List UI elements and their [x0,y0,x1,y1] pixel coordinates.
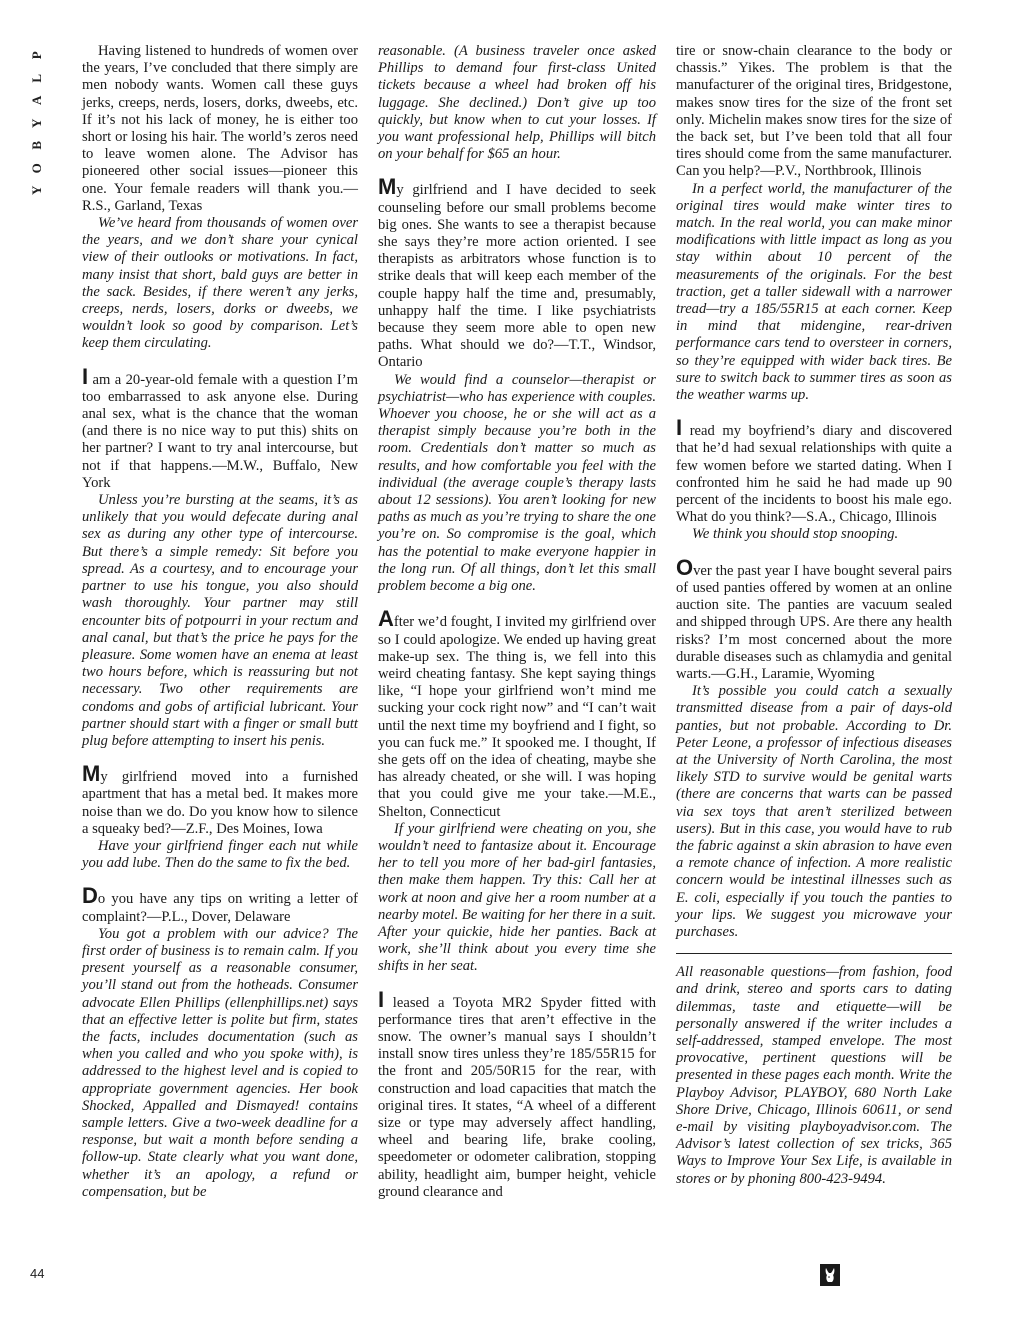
question-text: y girlfriend and I have decided to seek counseling before our small problems become big ones. She wants to see a therapist because she says they’re more action oriented. I see therapists as arbitrators whose function is to strike deals that will keep each member of the couple happy half the time and, presumably, unhappy half the time. I like psychiatrists because they seem more able to open new paths. What should we do?—T.T., Windsor, Ontario [378,182,656,371]
question-text: o you have any tips on writing a letter of complaint?—P.L., Dover, Delaware [82,891,358,925]
reader-question [378,174,656,371]
advisor-answer: We would find a counselor—therapist or psychiatrist—who has experience with couples. Whoever you choose, he or she will act as a therapist simply because you’re both in the room. Credentials don’t matter so much as results, and how comfortable you feel with the individual (the average couple’s therapy lasts about 12 sessions). You aren’t looking for new paths as much as you’re trying to share the one you’re on. So compromise is the goal, which has the potential to make everyone happier in the long run. Of all things, don’t let this small problem become a big one. [378,371,656,595]
column-1 [82,43,358,1201]
magazine-letter: O [28,162,44,173]
magazine-letter: B [28,140,44,150]
paragraph-gap [676,544,952,561]
advisor-answer: Have your girlfriend finger each nut while you add lube. Then do the same to fix the bed. [82,837,358,872]
page-number: 44 [30,1266,45,1281]
drop-cap: I [82,363,89,389]
advisor-answer: In a perfect world, the manufacturer of the original tires would make winter tires to match. In the real world, you can make minor modifications with little impact as long as you stay within about 10 percent of the measurements of the originals. For the best traction, get a taller sidewall with a narrower tread—try a 185/55R15 at each corner. Keep in mind that midengine, rear-driven performance cars tend to oversteer in corners, so they’re equipped with wider back tires. Be sure to switch back to summer tires as soon as the weather warms up. [676,180,952,404]
drop-cap: D [82,883,98,909]
advisor-answer: We’ve heard from thousands of women over the years, and we don’t share your cynical view of their outlooks or motivations. In fact, many insist that short, bald guys are better in the sack. Besides, if there weren’t any jerks, creeps, nerds, losers, dorks or dweebs, we wouldn’t look so good by comparison. Let’s keep them circulating. [82,215,358,352]
reader-question [82,883,358,925]
drop-cap: M [378,174,397,200]
drop-cap: A [378,606,394,632]
question-text: am a 20-year-old female with a question I’m too embarrassed to ask anyone else. During anal sex, what is the chance that the woman (and there is no nice way to put this) shits on her partner? I want to try anal intercourse, but not if that happens.—M.W., Buffalo, New York [82,371,358,491]
reader-question [676,554,952,683]
advisor-answer: All reasonable questions—from fashion, food and drink, stereo and sports cars to dating dilemmas, taste and etiquette—will be personally answered if the writer includes a self-addressed, stamped envelope. The most provocative, pertinent questions will be presented in these pages each month. Write the Playboy Advisor, PLAYBOY, 680 North Lake Shore Drive, Chicago, Illinois 60611, or send e-mail by visiting playboyadvisor.com. The Advisor’s latest collection of sex tricks, 365 Ways to Improve Your Sex Life, is available in stores or by phoning 800-423-9494. [676,964,952,1187]
reader-question [82,363,358,492]
question-text: ver the past year I have bought several pairs of used panties offered by women at an online auction site. The panties are vacuum sealed and shipped through UPS. Are there any health risks? I’m most concerned about the more durable diseases such as chlamydia and genital warts.—G.H., Laramie, Wyoming [676,562,952,682]
drop-cap: M [82,761,101,787]
drop-cap: I [378,986,385,1012]
advisor-answer: If your girlfriend were cheating on you, she wouldn’t need to fantasize about it. Encourage her to tell you more of her bad-girl fantasies, then make them happen. Try this: Call her at work at noon and give her a room number at a nearby motel. Be waiting for her there in a suit. After your quickie, hide her panties. Back at work, she’ll think about you every time she shifts in her seat. [378,820,656,975]
advisor-answer: reasonable. (A business traveler once asked Phillips to demand four first-class United tickets because a wheel had broken off his luggage. She declined.) Don’t give up too quickly, but know when to cut your losses. If you want professional help, Phillips will bitch on your behalf for $65 an hour. [378,43,656,163]
question-text: leased a Toyota MR2 Spyder fitted with performance tires that aren’t effective in the snow. The owner’s manual says I shouldn’t install snow tires unless they’re 185/55R15 for the front and 205/50R15 for the rear, with construction and load capacities that match the original tires. It states, “A wheel of a different size or type may adversely affect handling, wheel and bearing life, brake cooling, speedometer or odometer calibration, stopping ability, headlight aim, bumper height, vehicle ground clearance and [378,994,656,1200]
magazine-letter: P [28,51,44,60]
question-text: read my boyfriend’s diary and discovered that he’d had sexual relationships with quite a few women before we started dating. When I confronted him he said he had made up 90 percent of the incidents to boost his male ego. What do you think?—S.A., Chicago, Illinois [676,423,952,526]
paragraph-gap [378,595,656,612]
magazine-letter: L [28,73,44,83]
magazine-sidebar-title [30,44,44,202]
drop-cap: O [676,554,694,580]
paragraph-gap [82,353,358,370]
reader-question [378,986,656,1201]
paragraph-gap [82,750,358,767]
paragraph-gap [378,976,656,993]
magazine-letter: Y [28,118,44,128]
reader-question [378,606,656,820]
advisor-answer: You got a problem with our advice? The first order of business is to remain calm. If you present yourself as a reasonable consumer, you’ll stand out from the hotheads. Consumer advocate Ellen Phillips (ellenphillips.net) says that an effective letter is polite but firm, states the facts, includes documentation (such as when you called and who you spoke with), is addressed to the highest level and is copied to appropriate government agencies. Her book Shocked, Appalled and Dismayed! contains sample letters. Give a two-week deadline for a response, but wait a month before sending a follow-up. State clearly what you want done, whether it’s an apology, a refund or compensation, but be [82,925,358,1200]
column-3 [676,43,952,1188]
question-text: fter we’d fought, I invited my girlfriend over so I could apologize. We ended up having great make-up sex. The thing is, we fell into this weird cheating fantasy. She kept saying things like, “I hope your girlfriend won’t mind me sucking your cock right now” and “I can’t wait until the next time my boyfriend and I fight, so you can fuck me.” It spooked me. I thought, If she gets off on the idea of cheating, maybe she has already cheated, or she will. I was hoping that you could give me your take.—M.E., Shelton, Connecticut [378,614,656,820]
advisor-answer: Unless you’re bursting at the seams, it’s as unlikely that you would defecate during anal sex as during any other type of intercourse. But there’s a simple remedy: Sit before you spread. As a courtesy, and to encourage your partner to use his tongue, you also should wash thoroughly. Your partner may still encounter bits of potpourri in your rectum and anal canal, but that’s the price he pays for the pleasure. Some women have an enema at least two hours before, which is reassuring but not necessary. Two other requirements are condoms and gobs of artificial lubricant. Your partner should start with a finger or small butt plug before attempting to insert his penis. [82,492,358,749]
reader-letter: Having listened to hundreds of women over the years, I’ve concluded that there simply are men nobody wants. Women call these guys jerks, creeps, nerds, losers, dorks, dweebs, etc. If it’s not his lack of money, he is either too short or losing his hair. The world’s zeros need to leave women alone. The Advisor has pioneered other social issues—pioneer this one. Your female readers will thank you.—R.S., Garland, Texas [82,43,358,214]
paragraph-gap [82,872,358,889]
paragraph-gap [676,404,952,421]
advisor-answer: It’s possible you could catch a sexually transmitted disease from a pair of days-old panties, but not probable. According to Dr. Peter Leone, a professor of infectious diseases at the University of North Carolina, the most likely STD to survive would be genital warts (there are concerns that warts can be passed via sex toys that aren’t sterilized between users). But in this case, you would have to rub the fabric against a skin abrasion to have even a remote chance of infection. A more realistic concern would be intestinal illnesses such as E. coli, especially if you touch the panties to your lips. We suggest you microwave your purchases. [676,683,952,940]
drop-cap: I [676,415,683,441]
paragraph-gap [378,163,656,180]
rabbit-head-icon [820,1264,840,1286]
magazine-letter: Y [28,185,44,195]
reader-question [82,761,358,838]
advisor-answer: We think you should stop snooping. [692,526,899,543]
reader-question [676,415,952,526]
reader-letter: tire or snow-chain clearance to the body or chassis.” Yikes. The problem is that the manufacturer of the original tires, Bridgestone, makes snow tires for the size of the front set only. Michelin makes snow tires for the size of the back set, but I’ve been told that all four tires should come from the same manufacturer. Can you help?—P.V., Northbrook, Illinois [676,43,952,180]
question-text: y girlfriend moved into a furnished apartment that has a metal bed. It makes more noise than we do. Do you know how to silence a squeaky bed?—Z.F., Des Moines, Iowa [82,769,358,837]
divider-rule [676,953,952,954]
column-2 [378,43,656,1201]
magazine-letter: A [28,95,44,105]
